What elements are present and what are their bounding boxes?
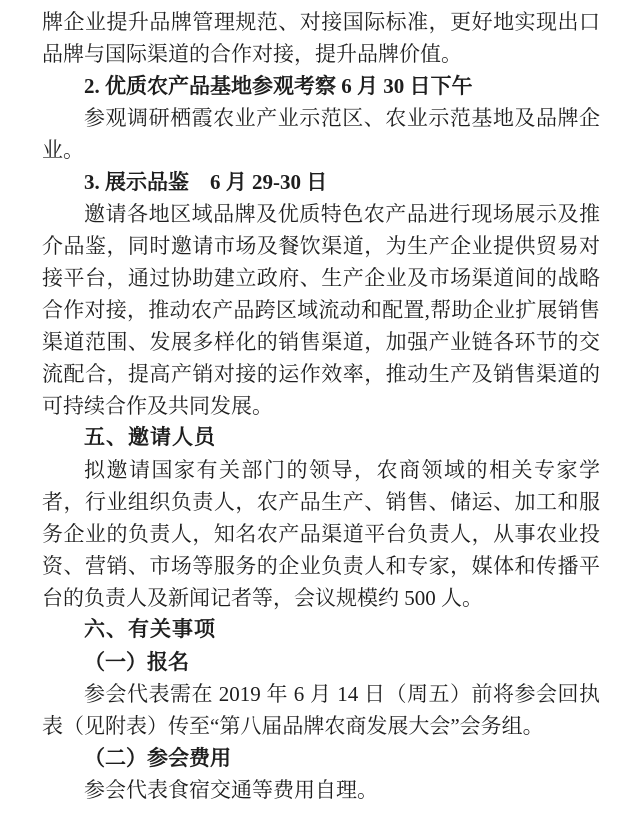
paragraph-base-visit: 参观调研栖霞农业产业示范区、农业示范基地及品牌企业。 (42, 106, 600, 162)
subheading-fees: （二）参会费用 (84, 746, 231, 770)
paragraph-brand-international: 牌企业提升品牌管理规范、对接国际标准，更好地实现出口品牌与国际渠道的合作对接，提升品牌价值。 (42, 10, 600, 66)
paragraph-exhibition: 邀请各地区域品牌及优质特色农产品进行现场展示及推介品鉴，同时邀请市场及餐饮渠道，为生产企业提供贸易对接平台，通过协助建立政府、生产企业及市场渠道间的战略合作对接，推动农产品跨区域流动和配置,帮助企业扩展销售渠道范围、发展多样化的销售渠道，加强产业链各环节的交流配合，提高产销对接的运作效率，推动生产及销售渠道的可持续合作及共同发展。 (42, 202, 600, 418)
paragraph-registration: 参会代表需在 2019 年 6 月 14 日（周五）前将参会回执表（见附表）传至“第八届品牌农商发展大会”会务组。 (42, 682, 600, 738)
paragraph-invitees: 拟邀请国家有关部门的领导，农商领域的相关专家学者，行业组织负责人，农产品生产、销售、储运、加工和服务企业的负责人，知名农产品渠道平台负责人，从事农业投资、营销、市场等服务的企业负责人和专家，媒体和传播平台的负责人及新闻记者等，会议规模约 500 人。 (42, 458, 600, 610)
heading-2-base-visit: 2. 优质农产品基地参观考察 6 月 30 日下午 (84, 74, 473, 98)
heading-3-exhibition: 3. 展示品鉴 6 月 29-30 日 (84, 170, 328, 194)
heading-5-invitees: 五、邀请人员 (84, 426, 216, 449)
paragraph-fees: 参会代表食宿交通等费用自理。 (84, 778, 378, 802)
heading-6-matters: 六、有关事项 (84, 618, 216, 641)
subheading-registration: （一）报名 (84, 650, 189, 674)
